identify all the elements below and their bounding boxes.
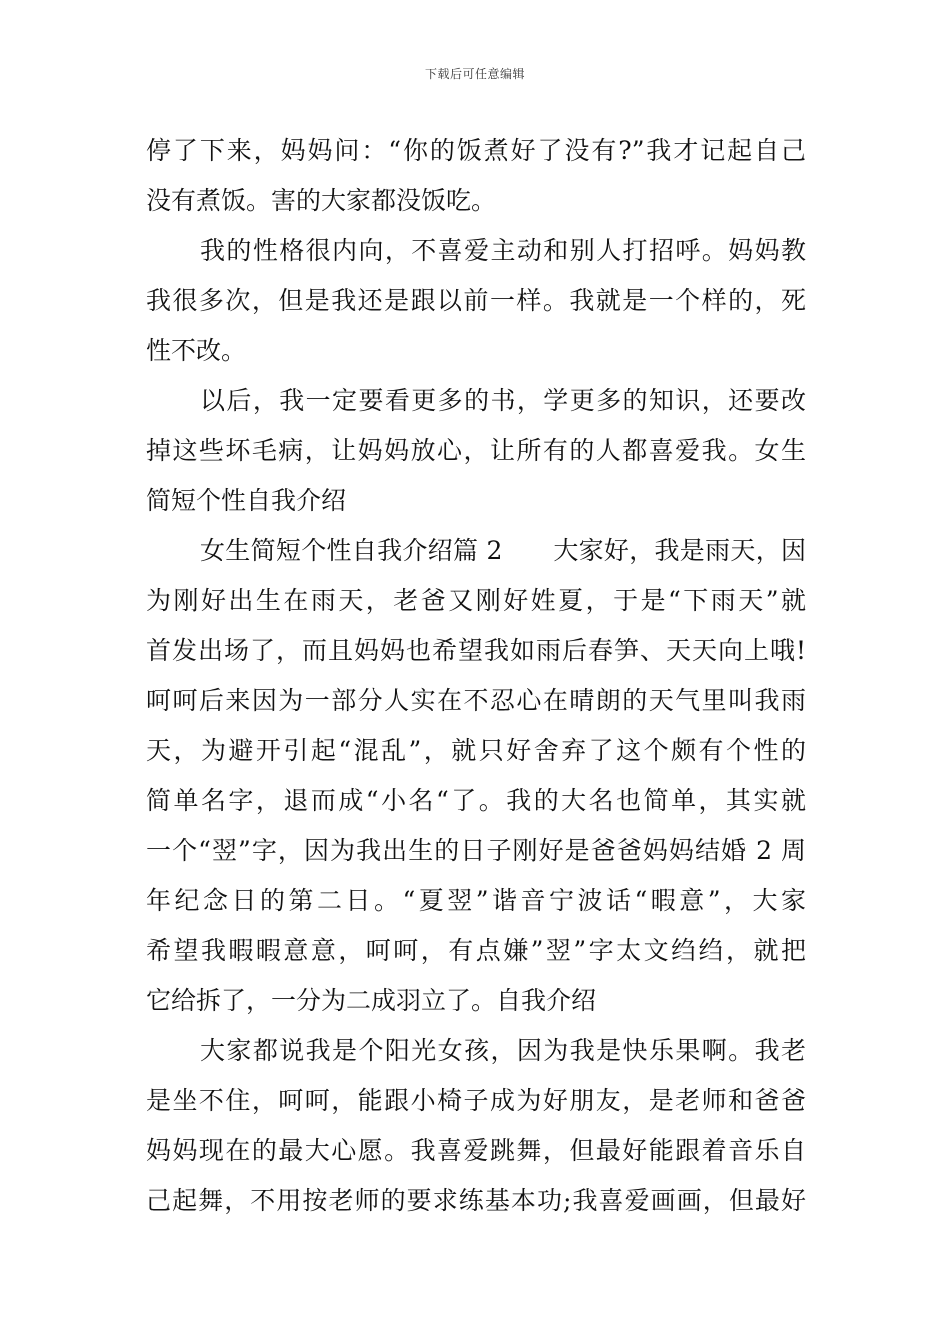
paragraph-first-line: 以后，我一定要看更多的书，学更多的知识，还要改	[200, 386, 806, 415]
text-line: 性不改。	[146, 336, 247, 365]
page-header: 下载后可任意编辑	[424, 67, 525, 81]
text-line: 简单名字，退而成“小名“了。我的大名也简单，其实就	[146, 786, 806, 815]
text-line: 呵呵后来因为一部分人实在不忍心在晴朗的天气里叫我雨	[146, 686, 806, 715]
text-line: 为刚好出生在雨天，老爸又刚好姓夏，于是“下雨天”就	[146, 586, 806, 615]
text-line: 妈妈现在的最大心愿。我喜爱跳舞，但最好能跟着音乐自	[146, 1136, 806, 1165]
text-line: 停了下来，妈妈问：“你的饭煮好了没有?”我才记起自己	[146, 136, 806, 165]
text-line: 希望我暇暇意意，呵呵，有点嫌”翌”字太文绉绉，就把	[146, 936, 806, 965]
paragraph-first-line: 女生简短个性自我介绍篇 2 大家好，我是雨天，因	[200, 536, 806, 565]
text-line: 是坐不住，呵呵，能跟小椅子成为好朋友，是老师和爸爸	[146, 1086, 806, 1115]
text-line: 我很多次，但是我还是跟以前一样。我就是一个样的，死	[146, 286, 806, 315]
text-line: 己起舞，不用按老师的要求练基本功;我喜爱画画，但最好	[146, 1186, 806, 1215]
text-line: 一个“翌”字，因为我出生的日子刚好是爸爸妈妈结婚 2 周	[146, 836, 806, 865]
text-line: 天，为避开引起“混乱”，就只好舍弃了这个颇有个性的	[146, 736, 806, 765]
text-line: 它给拆了，一分为二成羽立了。自我介绍	[146, 986, 597, 1015]
text-line: 年纪念日的第二日。“夏翌”谐音宁波话“暇意”，大家	[146, 886, 806, 915]
text-line: 掉这些坏毛病，让妈妈放心，让所有的人都喜爱我。女生	[146, 436, 806, 465]
text-line: 首发出场了，而且妈妈也希望我如雨后春笋、天天向上哦!	[146, 636, 806, 665]
paragraph-first-line: 我的性格很内向，不喜爱主动和别人打招呼。妈妈教	[200, 236, 806, 265]
paragraph-first-line: 大家都说我是个阳光女孩，因为我是快乐果啊。我老	[200, 1036, 806, 1065]
text-line: 没有煮饭。害的大家都没饭吃。	[146, 186, 497, 215]
text-line: 简短个性自我介绍	[146, 486, 347, 515]
